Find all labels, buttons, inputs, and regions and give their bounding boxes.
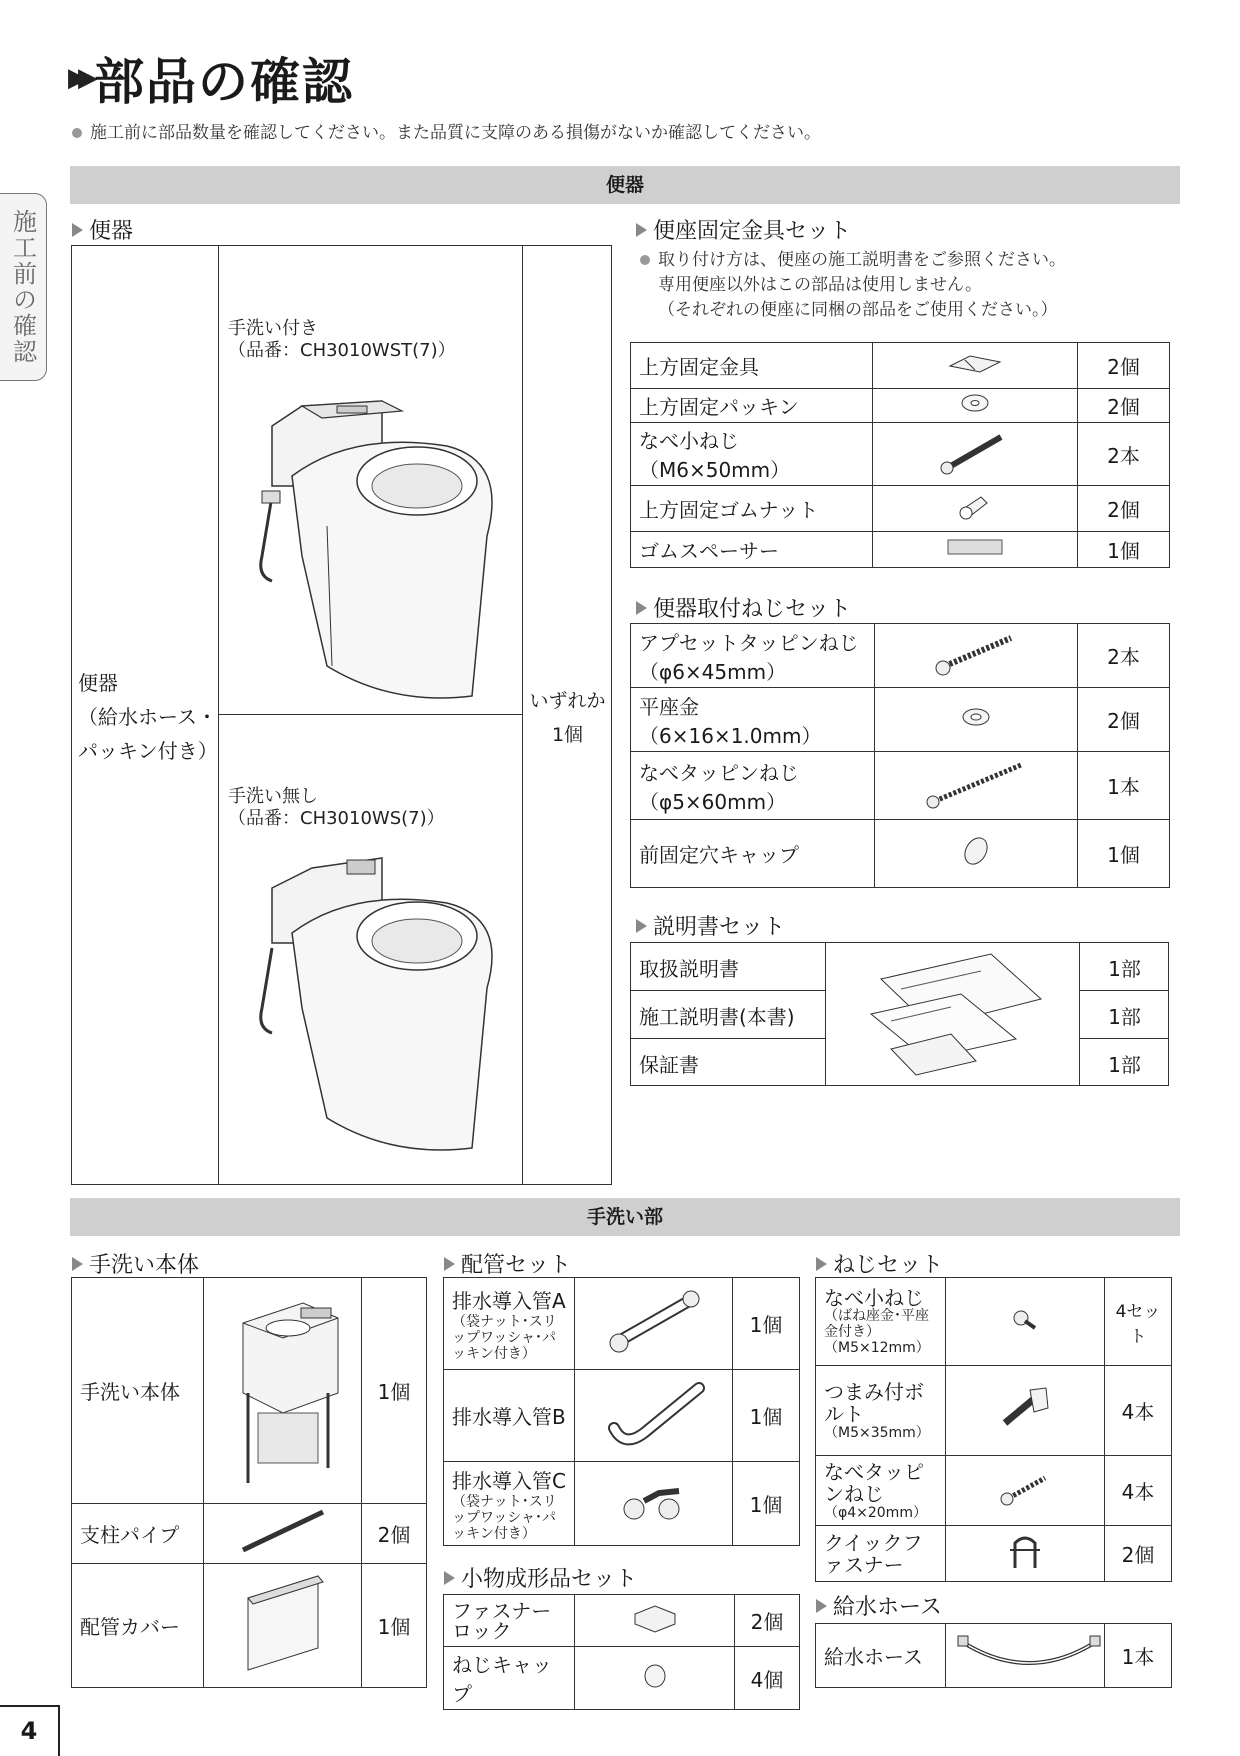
page-number: 4: [0, 1705, 60, 1756]
table-row: 上方固定パッキン 2個: [631, 389, 1170, 423]
side-tab: 施工前の確認: [0, 193, 47, 381]
wash-body-table: [71, 1277, 427, 1688]
knob-bolt-icon: [990, 1378, 1060, 1438]
bullet-icon: [72, 128, 82, 138]
bracket-icon: [945, 348, 1005, 378]
table-row: ねじキャップ 4個: [444, 1647, 800, 1710]
table-row: 前固定穴キャップ 1個: [631, 820, 1170, 888]
variant1-label: 手洗い付き （品番：CH3010WST(7)）: [228, 318, 456, 361]
seat-kit-note: 取り付け方は、便座の施工説明書をご参照ください。 専用便座以外はこの部品は使用しません。 （それぞれの便座に同梱の部品をご使用ください。）: [640, 248, 1066, 323]
variant2-label: 手洗い無し （品番：CH3010WS(7)）: [228, 786, 445, 829]
hose-icon: [954, 1628, 1104, 1678]
triangle-icon: [636, 919, 647, 933]
table-row: 手洗い本体 1個: [72, 1278, 427, 1504]
screw-cap-icon: [637, 1660, 673, 1692]
toilet-heading: 便器: [72, 214, 133, 245]
manual-row-1: 取扱説明書: [639, 957, 739, 981]
table-row: アプセットタッピンねじ （φ6×45mm） 2本: [631, 624, 1170, 688]
hose-table: [815, 1623, 1172, 1688]
triangle-icon: [816, 1257, 827, 1271]
manual-kit-heading: 説明書セット: [636, 910, 785, 941]
toilet-without-wash-icon: [232, 828, 517, 1158]
pipe-kit-table: [443, 1277, 800, 1546]
manual-row-3: 保証書: [639, 1053, 699, 1077]
table-row: ゴムスペーサー 1個: [631, 532, 1170, 568]
triangle-icon: [816, 1599, 827, 1613]
triangle-icon: [444, 1257, 455, 1271]
table-row: なべタッピンねじ （φ5×60mm） 1本: [631, 752, 1170, 820]
table-row: 上方固定ゴムナット 2個: [631, 486, 1170, 532]
table-row: ファスナーロック 2個: [444, 1595, 800, 1647]
pipe-kit-heading: 配管セット: [444, 1248, 571, 1279]
table-row: 排水導入管C （袋ナット･スリップワッシャ･パッキン付き） 1個: [444, 1462, 800, 1546]
quick-fastener-icon: [1000, 1528, 1050, 1574]
table-row: 上方固定金具 2個: [631, 343, 1170, 389]
cover-icon: [233, 1568, 333, 1678]
seat-kit-table: [630, 342, 1170, 568]
manual-kit-table: 取扱説明書 施工説明書(本書) 保証書 1部 1部 1部: [630, 942, 1169, 1086]
double-arrow-icon: ▶▶: [68, 63, 88, 93]
table-row: 支柱パイプ 2個: [72, 1504, 427, 1564]
page-title: ▶▶ 部品の確認: [68, 53, 354, 111]
tapping-screw-icon: [931, 628, 1021, 678]
table-row: 給水ホース 1本: [816, 1624, 1172, 1688]
table-row: 排水導入管B 1個: [444, 1370, 800, 1462]
nejiset-heading: ねじセット: [816, 1248, 943, 1279]
drain-pipe-a-icon: [599, 1281, 709, 1361]
triangle-icon: [72, 1257, 83, 1271]
triangle-icon: [72, 223, 83, 237]
triangle-icon: [636, 601, 647, 615]
spacer-icon: [945, 536, 1005, 558]
drain-pipe-c-icon: [609, 1471, 699, 1531]
table-row: 排水導入管A （袋ナット･スリップワッシャ･パッキン付き） 1個: [444, 1278, 800, 1370]
long-screw-icon: [921, 755, 1031, 811]
hose-heading: 給水ホース: [816, 1590, 942, 1621]
small-kit-heading: 小物成形品セット: [444, 1562, 637, 1593]
table-row: なべタッピンねじ （φ4×20mm） 4本: [816, 1456, 1172, 1526]
triangle-icon: [444, 1571, 455, 1585]
fastener-lock-icon: [625, 1600, 685, 1636]
small-screw-icon: [1007, 1304, 1043, 1334]
nejiset-table: [815, 1277, 1172, 1582]
table-row: なべ小ねじ （ばね座金･平座金付き）（M5×12mm） 4セット: [816, 1278, 1172, 1366]
wash-band: 手洗い部: [70, 1198, 1180, 1236]
washer-icon: [956, 705, 996, 729]
table-row: 平座金 （6×16×1.0mm） 2個: [631, 688, 1170, 752]
toilet-qty: いずれか 1個: [529, 690, 606, 746]
drain-pipe-b-icon: [594, 1373, 714, 1453]
screw-kit-heading: 便器取付ねじセット: [636, 592, 851, 623]
seat-kit-heading: 便座固定金具セット: [636, 214, 851, 245]
screw-kit-table: [630, 623, 1170, 888]
manuals-icon: [841, 949, 1071, 1081]
toilet-with-wash-icon: [232, 366, 517, 706]
table-row: クイックファスナー 2個: [816, 1526, 1172, 1582]
packing-icon: [955, 392, 995, 414]
table-row: つまみ付ボルト （M5×35mm） 4本: [816, 1366, 1172, 1456]
triangle-icon: [636, 223, 647, 237]
toilet-name: 便器 （給水ホース・ パッキン付き）: [78, 671, 218, 763]
toilet-band: 便器: [70, 166, 1180, 204]
manual-row-2: 施工説明書(本書): [639, 1005, 795, 1029]
cap-icon: [956, 831, 996, 871]
table-row: 配管カバー 1個: [72, 1564, 427, 1688]
screw-icon: [935, 427, 1015, 477]
pipe-icon: [233, 1506, 333, 1556]
bullet-icon: [640, 255, 650, 265]
small-kit-table: [443, 1594, 800, 1710]
toilet-table: [71, 245, 612, 1185]
wash-unit-icon: [213, 1283, 353, 1493]
wash-body-heading: 手洗い本体: [72, 1248, 199, 1279]
rubber-nut-icon: [955, 489, 995, 523]
table-row: なべ小ねじ （M6×50mm） 2本: [631, 423, 1170, 486]
tapping-screw-small-icon: [995, 1468, 1055, 1508]
intro-note: 施工前に部品数量を確認してください。また品質に支障のある損傷がないか確認してください。: [72, 118, 821, 143]
